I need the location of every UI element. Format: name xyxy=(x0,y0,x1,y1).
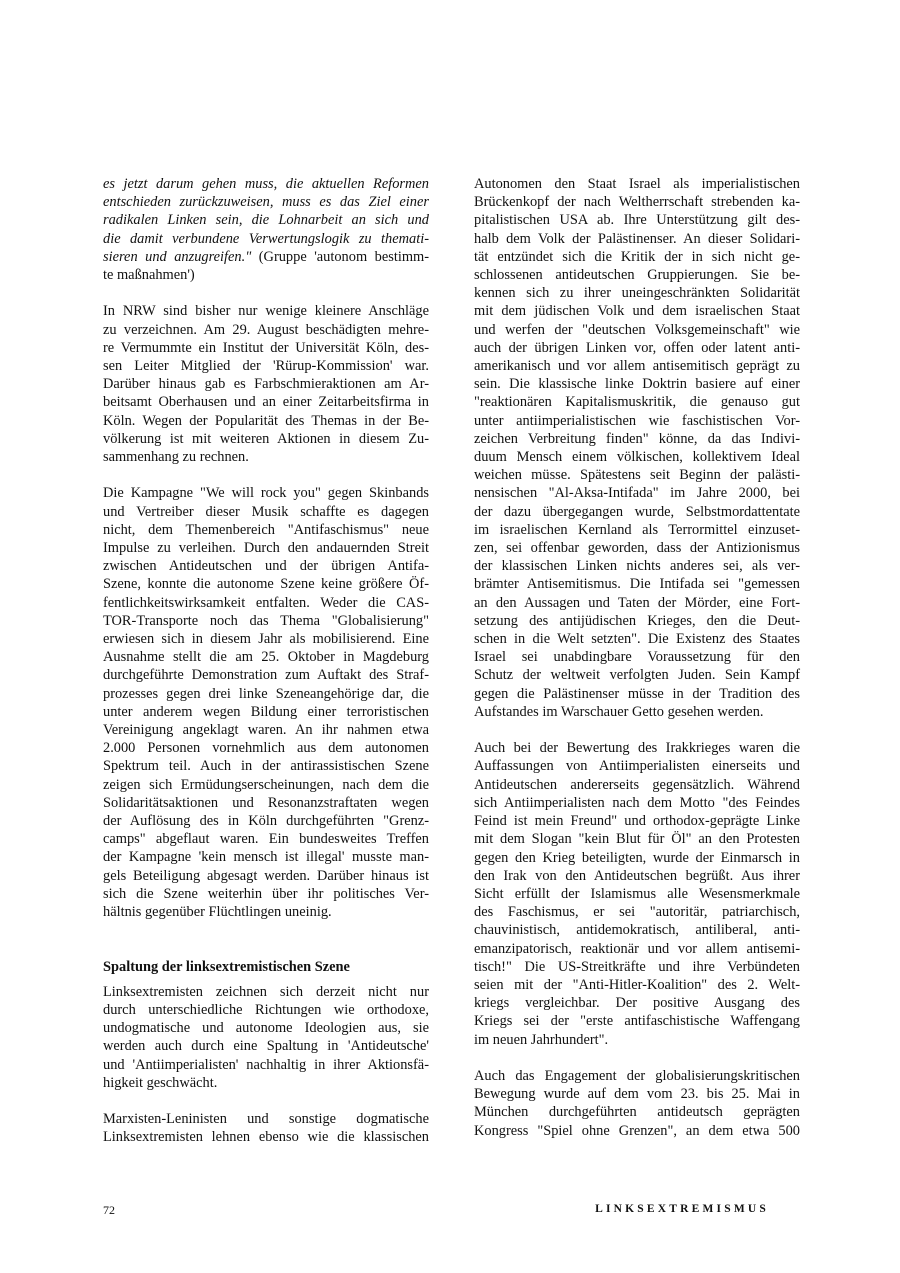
text-line: der dazu übergegangen wurde, Selbstmordattentate xyxy=(474,503,800,520)
paragraph-spaltung xyxy=(103,983,429,1092)
text-line: Solidaritätsaktionen und Resonanzstraftaten wegen xyxy=(103,794,429,811)
text-line: und werfen der "deutschen Volksgemeinschaft" wie xyxy=(474,321,800,338)
text-line: Aufstandes im Warschauer Getto gesehen werden. xyxy=(474,703,764,720)
text-line: kennen sich zu ihrer uneingeschränkten Solidarität xyxy=(474,285,800,302)
text-line: Antideutschen andererseits gegensätzlich. Während xyxy=(474,776,800,793)
text-line: Brückenkopf der nach Weltherrschaft strebenden ka- xyxy=(474,194,800,211)
text-line: chauvinistisch, antidemokratisch, antiliberal, anti- xyxy=(474,922,800,939)
text-line: und 'Antiimperialisten' nachhaltig in ihrer Aktionsfä- xyxy=(103,1056,429,1073)
text-line: Impulse zu verleihen. Durch den andauernden Streit xyxy=(103,540,429,557)
text-line: prozesses gegen drei linke Szeneangehörige dar, die xyxy=(103,685,429,702)
text-line: hältnis gegenüber Flüchtlingen uneinig. xyxy=(103,904,332,921)
text-line: beitsamt Oberhausen und an einer Zeitarbeitsfirma in xyxy=(103,394,429,411)
text-line: seien mit der "Anti-Hitler-Koalition" des 2. Welt- xyxy=(474,976,800,993)
text-line: den Irak von den Antideutschen begrüßt. Aus ihrer xyxy=(474,867,800,884)
text-line: im neuen Jahrhundert". xyxy=(474,1031,609,1048)
text-line: duum Mensch einem völkischen, kollektivem Ideal xyxy=(474,449,800,466)
text-line: an den Aussagen und Taten der Mörder, eine Fort- xyxy=(474,594,800,611)
text-line: gegen die Palästinenser müsse in der Tradition des xyxy=(474,685,800,702)
text-line: Szene, konnte die autonome Szene keine größere Öf- xyxy=(103,576,429,593)
text-line: weichen müsse. Spätestens seit Beginn der palästi- xyxy=(474,467,800,484)
text-line: Marxisten-Leninisten und sonstige dogmatische xyxy=(103,1111,429,1128)
text-line: sen Leiter Mitglied der 'Rürup-Kommission' war. xyxy=(103,358,429,375)
paragraph-engagement xyxy=(474,1067,800,1140)
right-column xyxy=(474,175,800,1140)
text-line: werden auch durch eine Spaltung in 'Antideutsche' xyxy=(103,1038,429,1055)
text-line: Autonomen den Staat Israel als imperialistischen xyxy=(474,176,800,192)
text-line: die damit verbundene Verwertungslogik zu themati- xyxy=(103,230,429,247)
text-line: zwischen Antideutschen und der übrigen Antifa- xyxy=(103,558,429,575)
text-line: völkerung ist mit weiteren Aktionen in diesem Zu- xyxy=(103,430,429,447)
text-line: gels Beteiligung abgesagt werden. Darüber hinaus ist xyxy=(103,867,429,884)
text-line: zeichen Verbreitung finden" könne, da das Indivi- xyxy=(474,430,800,447)
text-line: Linksextremisten lehnen ebenso wie die klassischen xyxy=(103,1129,429,1146)
text-line: es jetzt darum gehen muss, die aktuellen Reformen xyxy=(103,176,429,192)
text-line: te maßnahmen') xyxy=(103,267,195,284)
left-column xyxy=(103,175,429,1147)
text-line: TOR-Transporte noch das Thema "Globalisierung" xyxy=(103,612,429,629)
text-line: Auch das Engagement der globalisierungskritischen xyxy=(474,1067,800,1084)
text-line: higkeit geschwächt. xyxy=(103,1074,218,1091)
text-line: radikalen Linken sein, die Lohnarbeit an sich und xyxy=(103,212,429,229)
text-line: auch der übrigen Linken vor, offen oder latent anti- xyxy=(474,339,800,356)
page-number: 72 xyxy=(103,1203,115,1217)
text-line: pitalistischen USA ab. Ihre Unterstützung gilt des- xyxy=(474,212,800,229)
text-line: "reaktionären Kapitalismuskritik, die genauso gut xyxy=(474,394,800,411)
text-line: kriegs vergleichbar. Der positive Ausgang des xyxy=(474,995,800,1012)
text-line: schen in die Welt setzten". Die Existenz des Staates xyxy=(474,631,800,648)
text-line: undogmatische und autonome Ideologien aus, sie xyxy=(103,1020,429,1037)
text-line: des Faschismus, er sei "autoritär, patriarchisch, xyxy=(474,904,800,921)
text-line: Die Kampagne "We will rock you" gegen Skinbands xyxy=(103,485,429,502)
text-line: durchgeführte Demonstration zum Auftakt des Straf- xyxy=(103,667,429,684)
text-line: 2.000 Personen vornehmlich aus dem autonomen xyxy=(103,740,429,757)
text-line: Köln. Wegen der Popularität des Themas in der Be- xyxy=(103,412,429,429)
text-line: und Vertreiber dieser Musik schaffte es dagegen xyxy=(103,503,429,520)
text-line: Feind ist mein Freund" und orthodox-geprägte Linke xyxy=(474,813,800,830)
text-line: mit dem Slogan "kein Blut für Öl" an den Protesten xyxy=(474,831,800,848)
text-line: emanzipatorisch, reaktionär und vor allem antisemi- xyxy=(474,940,800,957)
text-line: Spektrum teil. Auch in der antirassistischen Szene xyxy=(103,758,429,775)
text-line: München durchgeführten antideutsch geprägten xyxy=(474,1104,800,1121)
text-line: Kriegs sei der "erste antifaschistische Waffengang xyxy=(474,1013,800,1030)
text-line: der klassischen Linken nichts anderes sei, als ver- xyxy=(474,558,800,575)
text-line: der Auflösung des in Köln durchgeführten "Grenz- xyxy=(103,813,429,830)
text-line: Kongress "Spiel ohne Grenzen", an dem etwa 500 xyxy=(474,1122,800,1139)
text-line: zu verzeichnen. Am 29. August beschädigten mehre- xyxy=(103,321,429,338)
text-line: nensischen "Al-Aksa-Intifada" im Jahre 2000, bei xyxy=(474,485,800,502)
text-line: mit dem jüdischen Volk und dem israelischen Staat xyxy=(474,303,800,320)
text-line: Ausnahme stellt die am 25. Oktober in Magdeburg xyxy=(103,649,429,666)
text-line: im israelischen Kernland als Terrormittel einzuset- xyxy=(474,521,800,538)
text-line: In NRW sind bisher nur wenige kleinere Anschläge xyxy=(103,303,429,320)
text-line: durch unterschiedliche Richtungen wie orthodoxe, xyxy=(103,1002,429,1019)
text-line: brämter Antisemitismus. Die Intifada sei "gemessen xyxy=(474,576,800,593)
text-line: zen, sei offenbar geworden, dass der Antizionismus xyxy=(474,540,800,557)
text-line: Darüber hinaus gab es Farbschmieraktionen am Ar- xyxy=(103,376,429,393)
text-line: amerikanisch und vor allem antisemitisch geprägt zu xyxy=(474,358,800,375)
text-line: halb dem Volk der Palästinenser. An dieser Solidari- xyxy=(474,230,800,247)
text-line: schlossenen antideutschen Gruppierungen. Sie be- xyxy=(474,267,800,284)
text-line: nicht, dem Themenbereich "Antifaschismus" neue xyxy=(103,521,429,538)
text-line: Bewegung wurde auf dem vom 23. bis 25. Mai in xyxy=(474,1086,800,1103)
text-line: sieren und anzugreifen." (Gruppe 'autonom bestimm- xyxy=(103,248,429,265)
text-line: unter anderem wegen Bildung einer terroristischen xyxy=(103,703,429,720)
text-line: gegen den Krieg beteiligten, wurde der Einmarsch in xyxy=(474,849,800,866)
text-line: sich Antiimperialisten nach dem Motto "des Feindes xyxy=(474,794,800,811)
paragraph-autonomen xyxy=(474,175,800,721)
text-line: entschieden zurückzuweisen, muss es das Ziel einer xyxy=(103,194,429,211)
text-line: Auch bei der Bewertung des Irakkrieges waren die xyxy=(474,740,800,757)
section-heading: Spaltung der linksextremistischen Szene xyxy=(103,958,350,975)
text-line: setzung des antijüdischen Krieges, den die Deut- xyxy=(474,612,800,629)
text-line: unter antiimperialistischen wie faschistischen Vor- xyxy=(474,412,800,429)
text-line: Schutz der weltweit verfolgten Juden. Sein Kampf xyxy=(474,667,800,684)
paragraph-irak xyxy=(474,739,800,1048)
paragraph-marxisten xyxy=(103,1110,429,1146)
text-line: tisch!" Die US-Streitkräfte und ihre Verbündeten xyxy=(474,958,800,975)
text-line: Auffassungen von Antiimperialisten einerseits und xyxy=(474,758,800,775)
text-line: sich die Szene weiterhin über ihr politisches Ver- xyxy=(103,885,429,902)
text-line: Vereinigung angeklagt waren. An ihr nahmen etwa xyxy=(103,722,429,739)
paragraph-kampagne xyxy=(103,484,429,921)
text-line: re Vermummte ein Institut der Universität Köln, des- xyxy=(103,339,429,356)
quote-paragraph xyxy=(103,175,429,284)
text-line: camps" abgeflaut waren. Ein bundesweites Treffen xyxy=(103,831,429,848)
text-line: der Kampagne 'kein mensch ist illegal' musste man- xyxy=(103,849,429,866)
text-line: Israel sei unabdingbare Voraussetzung für den xyxy=(474,649,800,666)
text-line: sein. Die klassische linke Doktrin basiere auf einer xyxy=(474,376,800,393)
text-line: fentlichkeitswirksamkeit entfalten. Weder die CAS- xyxy=(103,594,429,611)
running-footer: LINKSEXTREMISMUS xyxy=(595,1203,769,1215)
text-line: Sicht erfüllt der Islamismus alle Wesensmerkmale xyxy=(474,885,800,902)
text-line: Linksextremisten zeichnen sich derzeit nicht nur xyxy=(103,983,429,1000)
text-line: zeigen sich Ermüdungserscheinungen, nach dem die xyxy=(103,776,429,793)
text-line: sammenhang zu rechnen. xyxy=(103,449,249,466)
text-line: tät entzündet sich die Kritik der in sich nicht ge- xyxy=(474,248,800,265)
paragraph-nrw xyxy=(103,302,429,466)
text-line: erwiesen sich in diesem Jahr als mobilisierend. Eine xyxy=(103,631,429,648)
